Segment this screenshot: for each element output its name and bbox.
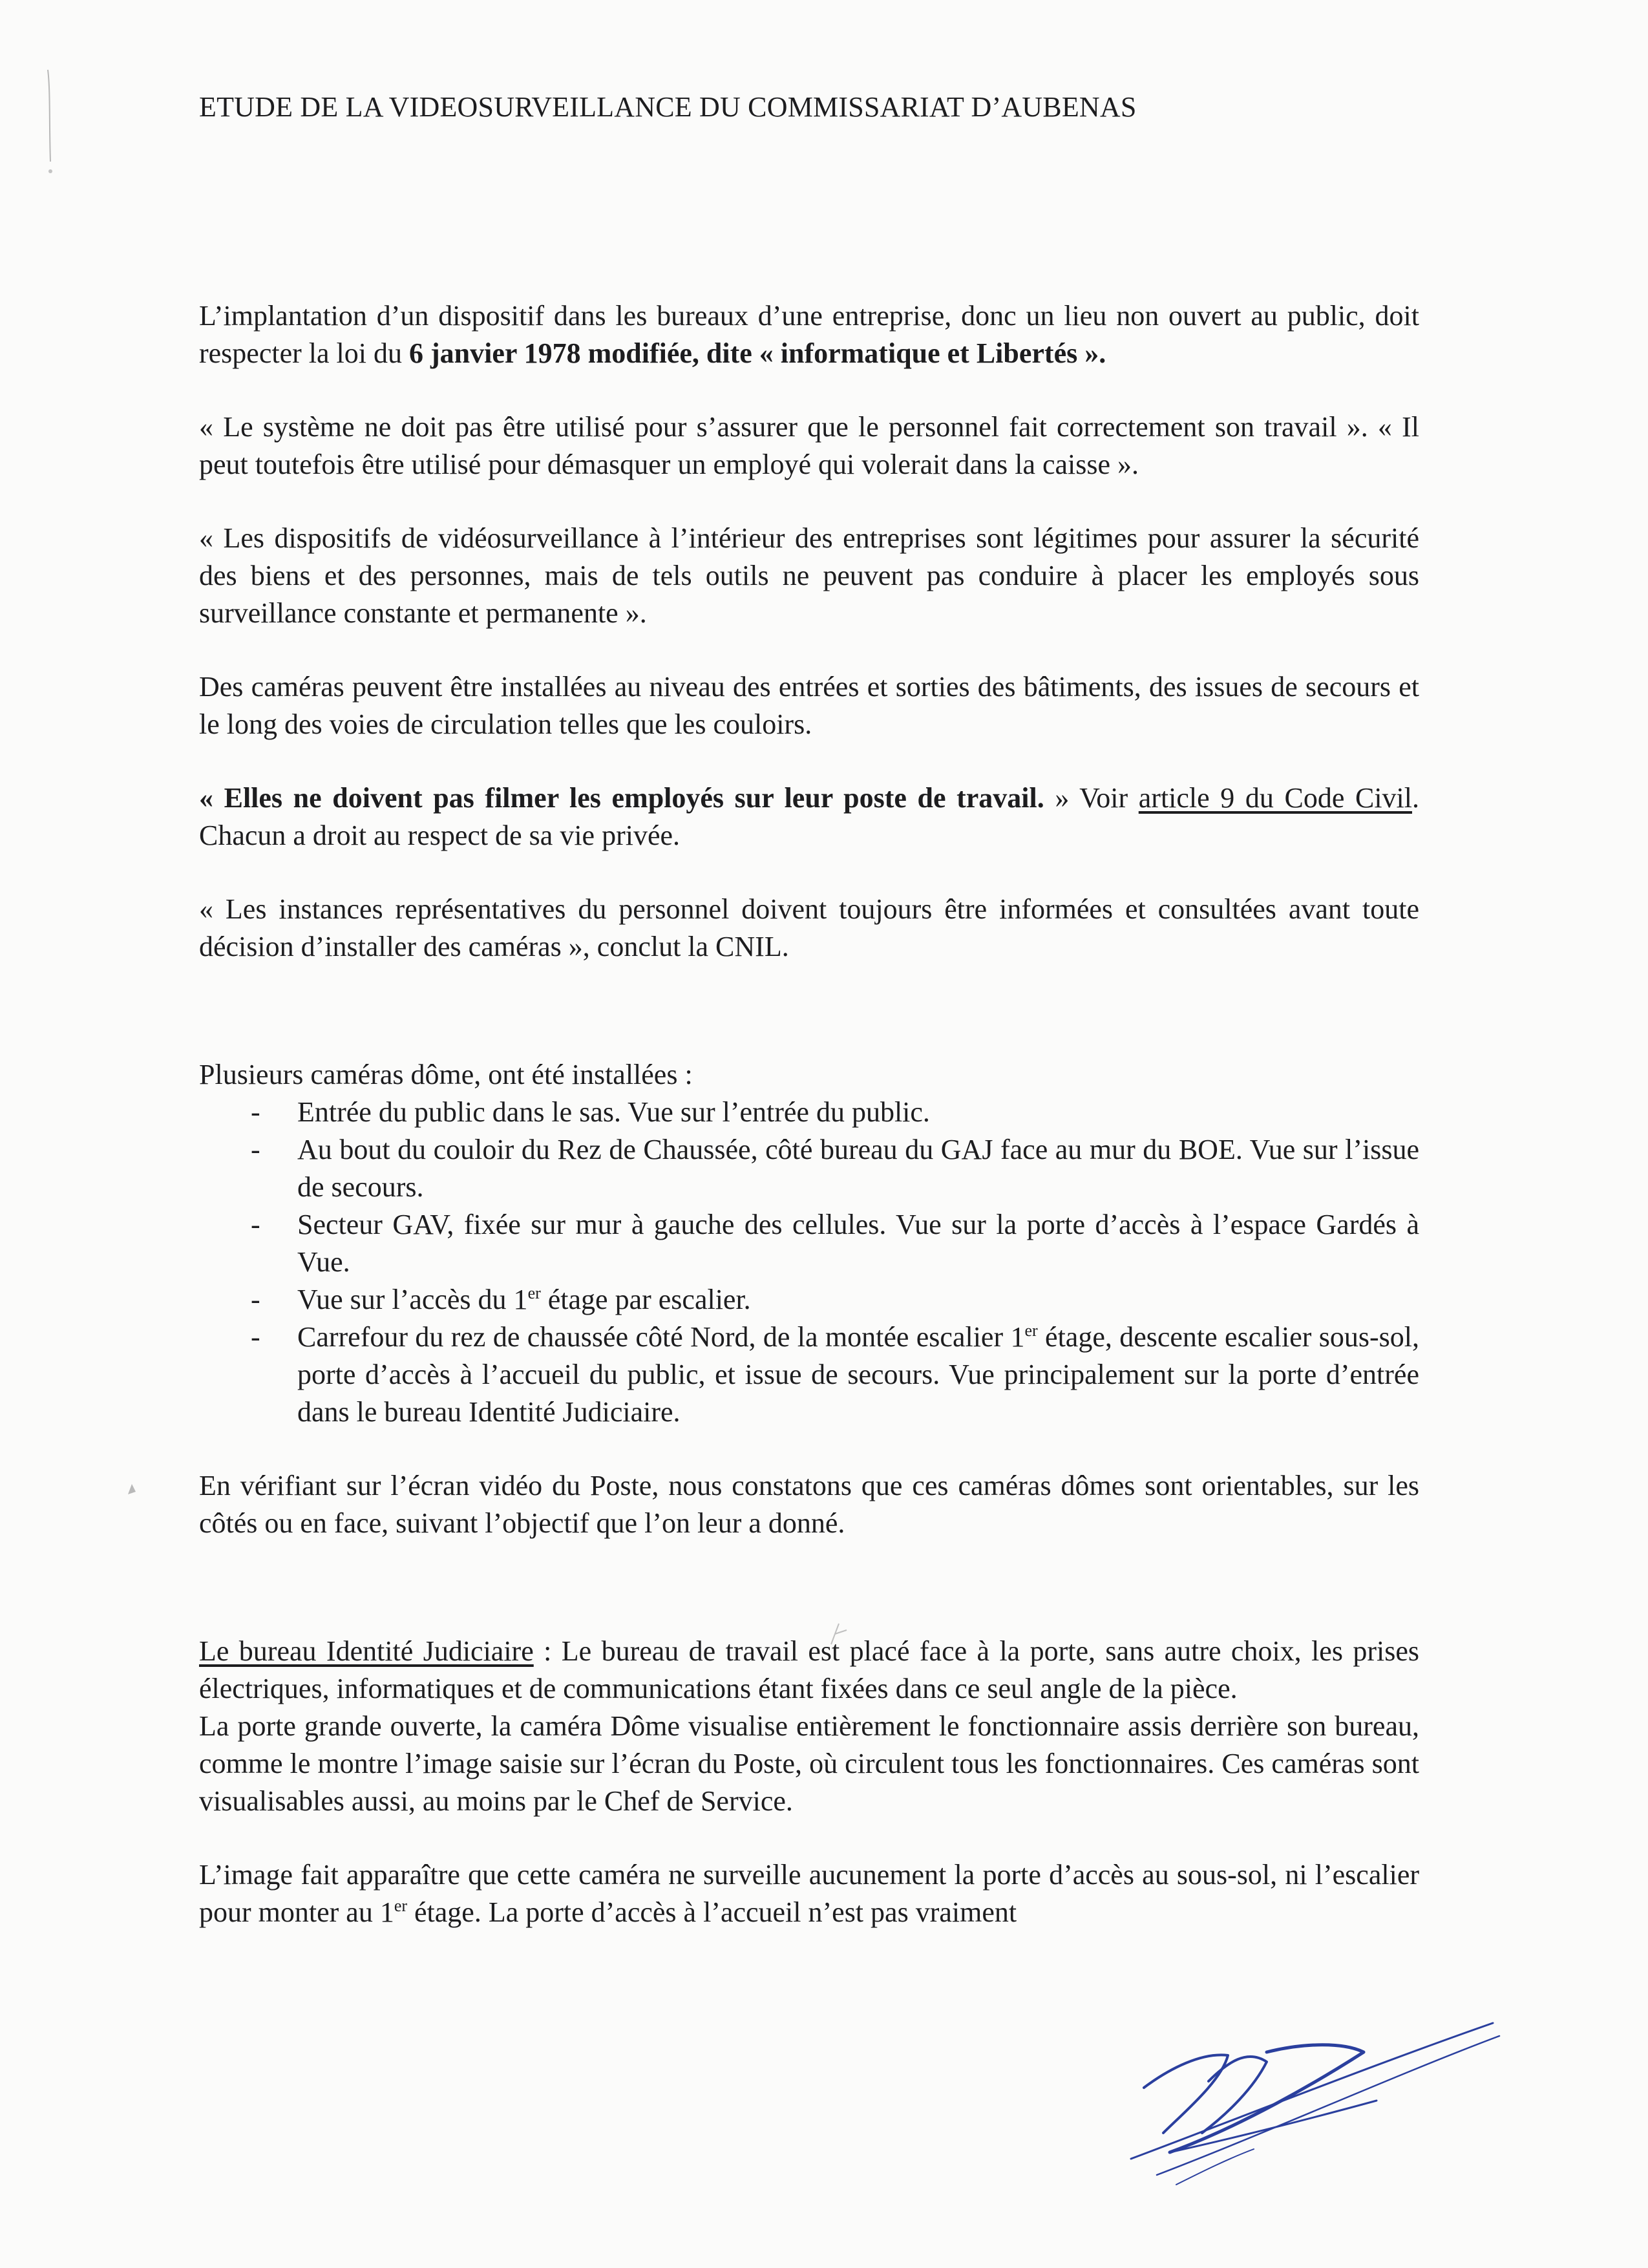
paragraph-civil-code: « Elles ne doivent pas filmer les employés sur leur poste de travail. » Voir article 9 du Code Civil. Chacun a droit au respect de sa vie privée. xyxy=(199,782,1419,851)
list-item: - Au bout du couloir du Rez de Chaussée, côté bureau du GAJ face au mur du BOE. Vue sur l’issue de secours. xyxy=(251,1134,1419,1203)
paragraph-quote-legitimate: « Les dispositifs de vidéosurveillance à l’intérieur des entreprises sont légitimes pour assurer la sécurité des biens et des personnes, mais de tels outils ne peuvent pas conduire à placer les employés sous surveillance constante et permanente ». xyxy=(199,522,1419,629)
paragraph-door-open: La porte grande ouverte, la caméra Dôme visualise entièrement le fonctionnaire assis derrière son bureau, comme le montre l’image saisie sur l’écran du Poste, où circulent tous les fonctionnaires. Ces caméras sont visualisables aussi, au moins par le Chef de Service. xyxy=(199,1710,1419,1817)
scan-stroke-mark xyxy=(827,1616,853,1648)
paragraph-identite-judiciaire: Le bureau Identité Judiciaire : Le bureau de travail est placé face à la porte, sans autre choix, les prises électriques, informatiques et de communications étant fixées dans ce seul angle de la pièce. xyxy=(199,1635,1420,1704)
civil-code-reference: article 9 du Code Civil xyxy=(1138,782,1412,814)
paragraph-cnil: « Les instances représentatives du personnel doivent toujours être informées et consultées avant toute décision d’installer des caméras », conclut la CNIL. xyxy=(199,893,1419,962)
document-body xyxy=(199,297,1419,1931)
paragraph-image-analysis: L’image fait apparaître que cette caméra ne surveille aucunement la porte d’accès au sous-sol, ni l’escalier pour monter au 1er étage. La porte d’accès à l’accueil n’est pas vraiment xyxy=(199,1859,1419,1928)
scan-dust-mark xyxy=(123,1480,142,1500)
no-filming-statement: « Elles ne doivent pas filmer les employés sur leur poste de travail. xyxy=(199,782,1044,814)
paragraph-camera-locations: Des caméras peuvent être installées au niveau des entrées et sorties des bâtiments, des issues de secours et le long des voies de circulation telles que les couloirs. xyxy=(199,671,1419,740)
list-item: - Carrefour du rez de chaussée côté Nord, de la montée escalier 1er étage, descente escalier sous-sol, porte d’accès à l’accueil du public, et issue de secours. Vue principalement sur la porte d’entrée dans le bureau Identité Judiciaire. xyxy=(251,1321,1419,1428)
list-item: - Entrée du public dans le sas. Vue sur l’entrée du public. xyxy=(251,1096,930,1128)
paragraph-video-screen: En vérifiant sur l’écran vidéo du Poste, nous constatons que ces caméras dômes sont orientables, sur les côtés ou en face, suivant l’objectif que l’on leur a donné. xyxy=(199,1470,1419,1539)
camera-list xyxy=(199,1094,1419,1431)
paragraph-installed-cameras: Plusieurs caméras dôme, ont été installées : xyxy=(199,1059,693,1090)
list-item: - Secteur GAV, fixée sur mur à gauche des cellules. Vue sur la porte d’accès à l’espace Gardés à Vue. xyxy=(251,1209,1419,1278)
law-reference: 6 janvier 1978 modifiée, dite « informatique et Libertés ». xyxy=(408,337,1106,369)
list-item: - Vue sur l’accès du 1er étage par escalier. xyxy=(251,1284,751,1315)
section-heading: Le bureau Identité Judiciaire xyxy=(199,1635,534,1667)
signature-drawing xyxy=(1073,1991,1512,2198)
paragraph-quote-work: « Le système ne doit pas être utilisé pour s’assurer que le personnel fait correctement son travail ». « Il peut toutefois être utilisé pour démasquer un employé qui volerait dans la caisse ». xyxy=(199,411,1419,480)
scan-margin-mark xyxy=(39,65,58,181)
document-title: ETUDE DE LA VIDEOSURVEILLANCE DU COMMISSARIAT D’AUBENAS xyxy=(199,91,1137,123)
paragraph-law: L’implantation d’un dispositif dans les bureaux d’une entreprise, donc un lieu non ouvert au public, doit respecter la loi du 6 janvier 1978 modifiée, dite « informatique et Libertés ». xyxy=(199,300,1419,369)
